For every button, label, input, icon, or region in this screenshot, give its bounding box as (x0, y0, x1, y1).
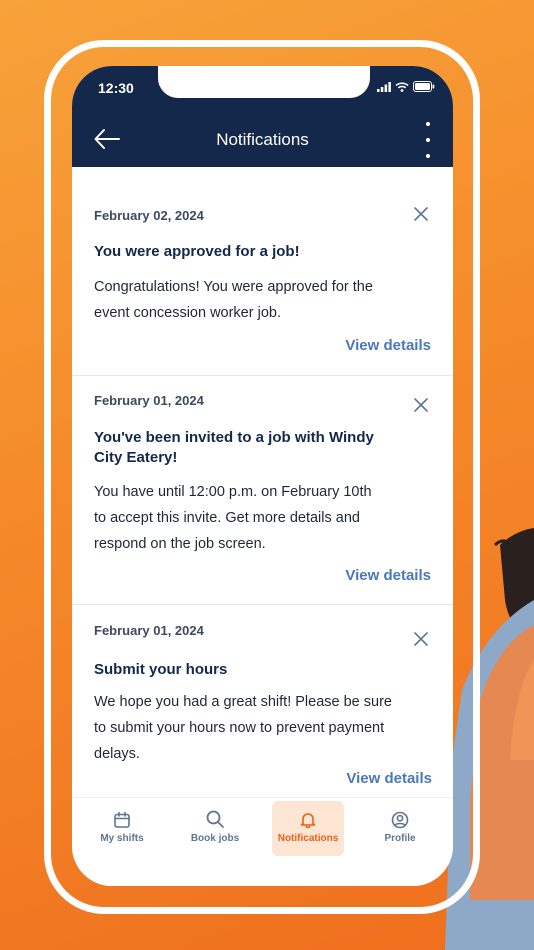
notification-title: You were approved for a job! (94, 243, 300, 260)
profile-icon (391, 811, 409, 829)
tab-label: Notifications (277, 833, 339, 844)
notification-body: We hope you had a great shift! Please be sure to submit your hours now to prevent payment delays. (94, 694, 392, 762)
dismiss-button[interactable] (412, 630, 430, 648)
app-header (72, 66, 453, 167)
tab-label: My shifts (100, 833, 144, 844)
tab-label: Book jobs (190, 833, 240, 844)
dismiss-button[interactable] (412, 205, 430, 223)
notification-body: Congratulations! You were approved for the event concession worker job. (94, 279, 373, 321)
close-icon (412, 396, 430, 414)
battery-icon (413, 81, 435, 92)
view-details-link[interactable]: View details (345, 337, 431, 354)
phone-notch (158, 66, 370, 98)
divider (72, 375, 453, 376)
notification-title: Submit your hours (94, 661, 228, 678)
page-title: Notifications (216, 130, 309, 149)
notification-title: You've been invited to a job with Windy City Eatery! (94, 429, 374, 466)
search-icon (205, 809, 225, 829)
status-icons (377, 81, 435, 92)
notification-list (72, 167, 453, 797)
calendar-icon (113, 811, 131, 829)
wifi-icon (395, 82, 409, 92)
view-details-link[interactable]: View details (345, 567, 431, 584)
signal-icon (377, 82, 391, 92)
more-dot-icon (426, 122, 430, 126)
dismiss-button[interactable] (412, 396, 430, 414)
notification-body: You have until 12:00 p.m. on February 10th to accept this invite. Get more details and respond on the job screen. (94, 484, 372, 552)
tab-notifications[interactable] (272, 801, 344, 856)
bell-icon (299, 811, 317, 829)
bottom-tab-bar (72, 797, 453, 886)
phone-screen (72, 66, 453, 886)
notification-date: February 01, 2024 (94, 393, 204, 408)
divider (72, 604, 453, 605)
tab-my-shifts[interactable] (86, 801, 158, 856)
tab-profile[interactable] (364, 801, 436, 856)
status-time: 12:30 (98, 80, 134, 96)
notification-date: February 01, 2024 (94, 623, 204, 638)
more-options-button[interactable] (421, 122, 435, 158)
more-dot-icon (426, 154, 430, 158)
tab-label: Profile (384, 833, 416, 844)
close-icon (412, 205, 430, 223)
more-dot-icon (426, 138, 430, 142)
tab-book-jobs[interactable] (179, 801, 251, 856)
notification-date: February 02, 2024 (94, 208, 204, 223)
view-details-link[interactable]: View details (346, 770, 432, 787)
close-icon (412, 630, 430, 648)
